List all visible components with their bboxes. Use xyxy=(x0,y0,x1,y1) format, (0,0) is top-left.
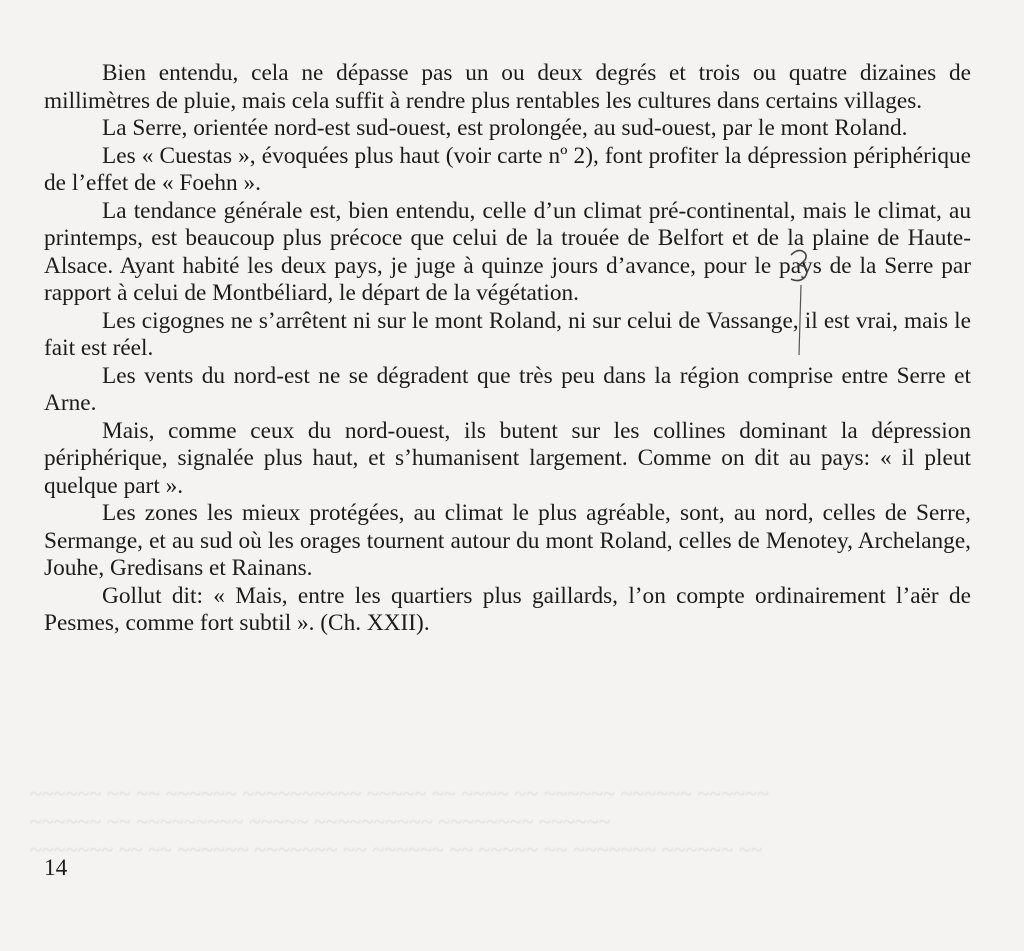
paragraph: La Serre, orientée nord-est sud-ouest, est prolongée, au sud-ouest, par le mont Roland. xyxy=(102,115,908,141)
paragraph: Les zones les mieux protégées, au climat le plus agréable, sont, au nord, celles de Serre, Sermange, et au sud où les orages tournent autour du mont Roland, celles de Menotey, Archelange, Jouhe, Gredisans et Rainans. xyxy=(44,500,971,581)
paragraph: Les cigognes ne s’arrêtent ni sur le mont Roland, ni sur celui de Vassange, il est vrai, mais le fait est réel. xyxy=(44,307,971,361)
paragraph: Les « Cuestas », évoquées plus haut (voir carte nº 2), font profiter la dépression périphérique de l’effet de « Foehn ». xyxy=(44,142,971,196)
paragraph: Les vents du nord-est ne se dégradent que très peu dans la région comprise entre Serre et Arne. xyxy=(44,362,971,416)
paragraph: Mais, comme ceux du nord-ouest, ils butent sur les collines dominant la dépression périphérique, signalée plus haut, et s’humanisent largement. Comme on dit au pays: « il pleut quelque part ». xyxy=(44,417,971,499)
page-number: 14 xyxy=(44,855,68,881)
paragraph: Gollut dit: « Mais, entre les quartiers plus gaillards, l’on compte ordinairement l’aër de Pesmes, comme fort subtil ». (Ch. XXII). xyxy=(44,582,971,636)
body-text xyxy=(44,60,971,638)
paragraph: La tendance générale est, bien entendu, celle d’un climat pré-continental, mais le climat, au printemps, est beaucoup plus précoce que celui de la trouée de Belfort et de la plaine de Haute-Alsace. Ayant habité les deux pays, je juge à quinze jours d’avance, pour le pays de la Serre par rapport à celui de Montbéliard, le départ de la végétation. xyxy=(44,197,971,306)
handwritten-correction-mark xyxy=(785,245,825,365)
paragraph: Bien entendu, cela ne dépasse pas un ou deux degrés et trois ou quatre dizaines de millimètres de pluie, mais cela suffit à rendre plus rentables les cultures dans certains villages. xyxy=(44,60,971,114)
show-through-text: ~~~~~~ ~~ ~~ ~~~~~~ ~~~~~~~~~~ ~~~~~ ~~ ~~~~ ~~ ~~~~~~ ~~~~~~ ~~~~~~ ~~~~~~ ~~ ~~~~~~~~~ ~~~~~ ~~~~~~~~~~ ~~~~~~~~ ~~~~~~ ~~~~~~~ ~~ ~~ ~~~~~~ ~~~~~~~ ~~ ~~~~~~ ~~ ~~~~~ ~~ ~~~~~~~ ~~~~~~ ~~ xyxy=(30,781,769,862)
